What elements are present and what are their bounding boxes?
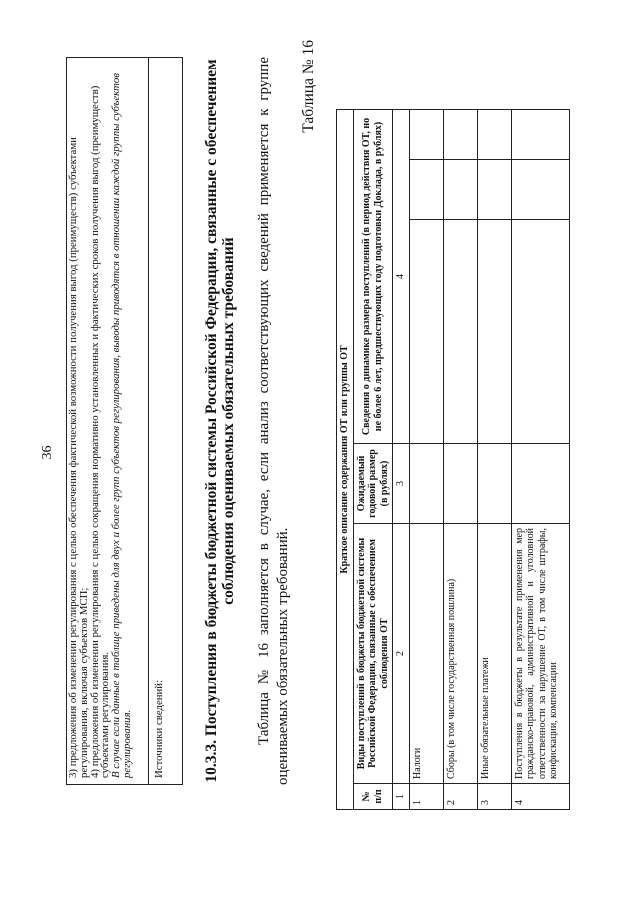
empty-cell [443, 220, 477, 444]
row-num: 2 [443, 784, 477, 810]
empty-cell [477, 220, 511, 444]
empty-cell [409, 220, 443, 444]
italic-note: В случае если данные в таблице приведены для двух и более групп субъектов регулирования, выводы приводятся в отношении каждой группы субъектов регулирования. [110, 73, 133, 778]
empty-cell [477, 109, 511, 159]
empty-cell [409, 160, 443, 220]
empty-cell [477, 160, 511, 220]
empty-cell [409, 444, 443, 524]
caption-row [337, 109, 354, 809]
col-number: 2 [393, 524, 410, 784]
empty-cell [477, 444, 511, 524]
empty-cell [511, 109, 569, 159]
body-paragraph [255, 57, 293, 785]
row-text: Поступления в бюджеты в результате применения мер гражданско-правовой, административной и уголовной ответственности за нарушение ОТ, в том числе штрафы, конфискации, компенсации [511, 524, 569, 784]
header-num: № п/п [353, 784, 393, 810]
proposal-item-3: 3) предложения об изменении регулирования с целью обеспечения фактической возможности получения выгод (преимуществ) субъектами регулирования, включая субъектов МСП; [67, 137, 90, 778]
row-num: 1 [409, 784, 443, 810]
table-row [511, 109, 569, 809]
empty-cell [511, 220, 569, 444]
row-text: Налоги [409, 524, 443, 784]
header-expected: Ожидаемый годовой размер (в рублях) [353, 444, 393, 524]
sources-row [149, 58, 183, 784]
sources-label: Источники сведений: [153, 679, 165, 778]
row-text: Сборы (в том числе государственная пошлина) [443, 524, 477, 784]
header-dynamics: Сведения о динамике размера поступлений (в период действия ОТ, но не более 6 лет, предшествующих году подготовки Доклада, в рублях) [353, 109, 393, 443]
row-num: 4 [511, 784, 569, 810]
section-heading: 10.3.3. Поступления в бюджеты бюджетной системы Российской Федерации, связанные с обеспечением соблюдения оцениваемых обязательных требований [203, 59, 237, 783]
column-number-row [393, 109, 410, 809]
empty-cell [443, 444, 477, 524]
summary-table [66, 57, 183, 785]
header-types: Виды поступлений в бюджеты бюджетной системы Российской Федерации, связанные с обеспечением соблюдения ОТ [353, 524, 393, 784]
row-num: 3 [477, 784, 511, 810]
col-number: 4 [393, 109, 410, 443]
page-number: 36 [40, 445, 55, 460]
table-row [443, 109, 477, 809]
empty-cell [409, 109, 443, 159]
empty-cell [443, 109, 477, 159]
proposal-item-4: 4) предложения об изменении регулирования с целью сокращения нормативно установленных и фактических сроков получения выгод (преимуществ) субъектами регулирования. [88, 85, 112, 778]
col-number: 3 [393, 444, 410, 524]
revenue-table [336, 109, 570, 810]
col-number: 1 [393, 784, 410, 810]
table-row [477, 109, 511, 809]
empty-cell [511, 160, 569, 220]
empty-cell [511, 444, 569, 524]
paragraph-text: Таблица № 16 заполняется в случае, если анализ соответствующих сведений применяется к группе оцениваемых обязательных требований. [256, 57, 291, 785]
table-row [409, 109, 443, 809]
header-row [353, 109, 393, 809]
summary-row [67, 58, 149, 784]
empty-cell [443, 160, 477, 220]
table-caption: Краткое описание содержания ОТ или группы ОТ [337, 109, 354, 809]
row-text: Иные обязательные платежи [477, 524, 511, 784]
table-label: Таблица № 16 [300, 40, 317, 133]
